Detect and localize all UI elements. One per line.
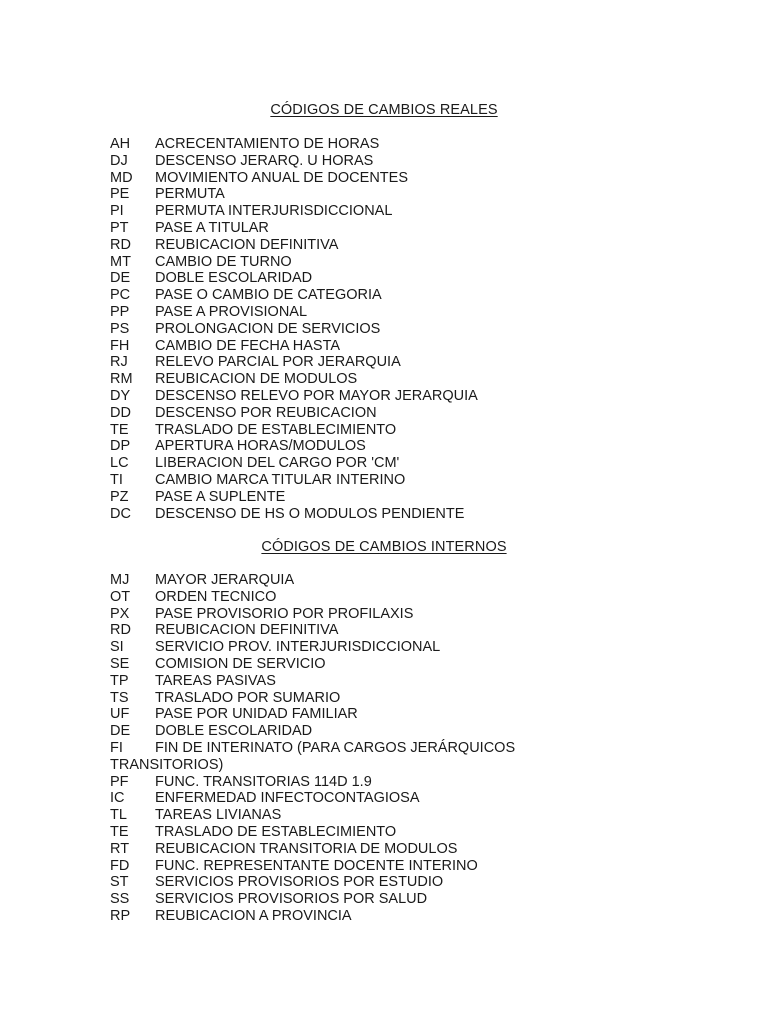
- code-row: [110, 405, 670, 422]
- code-row: [110, 153, 670, 170]
- code-row: [110, 254, 670, 271]
- code-row: [110, 723, 670, 740]
- code-description: RELEVO PARCIAL POR JERARQUIA: [155, 354, 401, 371]
- code-row: [110, 422, 670, 439]
- code-abbreviation: MJ: [110, 572, 130, 588]
- code-description: TAREAS LIVIANAS: [155, 807, 282, 824]
- code-description: REUBICACION A PROVINCIA: [155, 907, 352, 924]
- code-abbreviation: SS: [110, 891, 130, 908]
- code-row: [110, 170, 670, 187]
- code-abbreviation: FI: [110, 739, 123, 756]
- code-description: FUNC. TRANSITORIAS 114D 1.9: [155, 773, 372, 790]
- code-row: [110, 354, 670, 371]
- code-abbreviation: TE: [110, 823, 129, 840]
- code-abbreviation: DE: [110, 723, 131, 740]
- section-title-cambios-internos: CÓDIGOS DE CAMBIOS INTERNOS: [261, 539, 507, 555]
- code-abbreviation: DC: [110, 505, 131, 522]
- code-abbreviation: SI: [110, 639, 124, 656]
- code-description: REUBICACION TRANSITORIA DE MODULOS: [155, 840, 458, 857]
- code-abbreviation: RD: [110, 236, 131, 253]
- code-abbreviation: UF: [110, 706, 130, 723]
- code-row: [110, 572, 670, 589]
- code-abbreviation: PP: [110, 303, 130, 320]
- code-row: [110, 841, 670, 858]
- code-description: LIBERACION DEL CARGO POR 'CM': [155, 455, 400, 472]
- code-abbreviation: PS: [110, 320, 130, 337]
- code-row: [110, 287, 670, 304]
- code-row: [110, 807, 670, 824]
- code-description: DOBLE ESCOLARIDAD: [155, 723, 313, 740]
- code-row: [110, 472, 670, 489]
- code-abbreviation: OT: [110, 588, 131, 605]
- code-row: [110, 858, 670, 875]
- code-description: FUNC. REPRESENTANTE DOCENTE INTERINO: [155, 857, 478, 874]
- code-row: [110, 489, 670, 506]
- code-row: [110, 639, 670, 656]
- code-abbreviation: RM: [110, 371, 133, 388]
- code-abbreviation: LC: [110, 455, 129, 472]
- code-abbreviation: RP: [110, 907, 131, 924]
- code-description: COMISION DE SERVICIO: [155, 655, 326, 672]
- codes-list-cambios-internos: [110, 572, 670, 925]
- code-description: CAMBIO DE TURNO: [155, 253, 292, 270]
- code-row: [110, 304, 670, 321]
- code-description: REUBICACION DEFINITIVA: [155, 622, 339, 639]
- code-description: ORDEN TECNICO: [155, 588, 277, 605]
- code-description: REUBICACION DE MODULOS: [155, 371, 358, 388]
- code-row: [110, 774, 670, 791]
- code-abbreviation: DY: [110, 387, 131, 404]
- code-abbreviation: PT: [110, 219, 129, 236]
- code-abbreviation: TE: [110, 421, 129, 438]
- code-abbreviation: PX: [110, 605, 130, 622]
- code-abbreviation: PZ: [110, 488, 129, 505]
- code-abbreviation: DJ: [110, 152, 128, 169]
- code-abbreviation: DP: [110, 438, 131, 455]
- section-title-cambios-reales: CÓDIGOS DE CAMBIOS REALES: [270, 102, 498, 118]
- code-row: [110, 321, 670, 338]
- code-abbreviation: RT: [110, 840, 130, 857]
- code-row: [110, 656, 670, 673]
- code-abbreviation: FH: [110, 337, 130, 354]
- code-row: [110, 824, 670, 841]
- code-row: [110, 790, 670, 807]
- code-description: TRASLADO DE ESTABLECIMIENTO: [155, 823, 397, 840]
- code-description-continuation: TRANSITORIOS): [110, 756, 224, 773]
- code-row: [110, 740, 670, 774]
- code-abbreviation: PF: [110, 773, 129, 790]
- code-description: SERVICIO PROV. INTERJURISDICCIONAL: [155, 639, 441, 656]
- code-description: ACRECENTAMIENTO DE HORAS: [155, 136, 380, 152]
- code-description: DESCENSO DE HS O MODULOS PENDIENTE: [155, 505, 465, 522]
- code-description: PASE PROVISORIO POR PROFILAXIS: [155, 605, 414, 622]
- code-description: PROLONGACION DE SERVICIOS: [155, 320, 381, 337]
- code-abbreviation: TI: [110, 471, 123, 488]
- code-abbreviation: MD: [110, 169, 133, 186]
- code-abbreviation: TS: [110, 689, 129, 706]
- code-description: PASE POR UNIDAD FAMILIAR: [155, 706, 358, 723]
- code-abbreviation: PC: [110, 287, 131, 304]
- code-row: [110, 371, 670, 388]
- code-description: PASE A TITULAR: [155, 219, 269, 236]
- code-description: PASE O CAMBIO DE CATEGORIA: [155, 287, 382, 304]
- code-description: REUBICACION DEFINITIVA: [155, 236, 339, 253]
- code-row: [110, 908, 670, 925]
- code-description: DESCENSO RELEVO POR MAYOR JERARQUIA: [155, 387, 478, 404]
- code-row: [110, 874, 670, 891]
- code-abbreviation: SE: [110, 655, 130, 672]
- code-row: [110, 706, 670, 723]
- code-description: MOVIMIENTO ANUAL DE DOCENTES: [155, 169, 408, 186]
- code-description: PASE A SUPLENTE: [155, 488, 286, 505]
- code-row: [110, 220, 670, 237]
- code-description: CAMBIO MARCA TITULAR INTERINO: [155, 471, 406, 488]
- code-description: TRASLADO POR SUMARIO: [155, 689, 341, 706]
- code-row: [110, 338, 670, 355]
- code-row: [110, 388, 670, 405]
- code-row: [110, 622, 670, 639]
- code-row: [110, 891, 670, 908]
- code-row: [110, 455, 670, 472]
- code-row: [110, 690, 670, 707]
- code-abbreviation: FD: [110, 857, 130, 874]
- code-row: [110, 203, 670, 220]
- code-description: ENFERMEDAD INFECTOCONTAGIOSA: [155, 790, 420, 807]
- code-abbreviation: ST: [110, 874, 129, 891]
- code-abbreviation: IC: [110, 790, 125, 807]
- codes-list-cambios-reales: [110, 136, 670, 522]
- code-description: CAMBIO DE FECHA HASTA: [155, 337, 341, 354]
- code-abbreviation: PE: [110, 186, 130, 203]
- code-description: PASE A PROVISIONAL: [155, 303, 308, 320]
- code-abbreviation: AH: [110, 136, 131, 152]
- code-row: [110, 237, 670, 254]
- code-abbreviation: RD: [110, 622, 131, 639]
- code-description: DOBLE ESCOLARIDAD: [155, 270, 313, 287]
- code-description: DESCENSO POR REUBICACION: [155, 404, 377, 421]
- code-description: TRASLADO DE ESTABLECIMIENTO: [155, 421, 397, 438]
- code-row: [110, 606, 670, 623]
- code-description: APERTURA HORAS/MODULOS: [155, 438, 366, 455]
- code-row: [110, 270, 670, 287]
- code-abbreviation: TP: [110, 672, 129, 689]
- code-abbreviation: DD: [110, 404, 131, 421]
- code-description: DESCENSO JERARQ. U HORAS: [155, 152, 374, 169]
- code-row: [110, 506, 670, 523]
- code-abbreviation: MT: [110, 253, 131, 270]
- code-abbreviation: DE: [110, 270, 131, 287]
- code-description: FIN DE INTERINATO (PARA CARGOS JERÁRQUICOS: [155, 739, 516, 756]
- code-row: [110, 589, 670, 606]
- code-description: PERMUTA INTERJURISDICCIONAL: [155, 203, 393, 220]
- code-description: PERMUTA: [155, 186, 225, 203]
- code-row: [110, 136, 670, 153]
- code-abbreviation: PI: [110, 203, 124, 220]
- code-abbreviation: TL: [110, 807, 127, 824]
- code-abbreviation: RJ: [110, 354, 128, 371]
- code-row: [110, 186, 670, 203]
- code-description: SERVICIOS PROVISORIOS POR ESTUDIO: [155, 874, 444, 891]
- code-description: SERVICIOS PROVISORIOS POR SALUD: [155, 891, 428, 908]
- code-description: TAREAS PASIVAS: [155, 672, 276, 689]
- code-description: MAYOR JERARQUIA: [155, 572, 295, 588]
- code-row: [110, 438, 670, 455]
- code-row: [110, 673, 670, 690]
